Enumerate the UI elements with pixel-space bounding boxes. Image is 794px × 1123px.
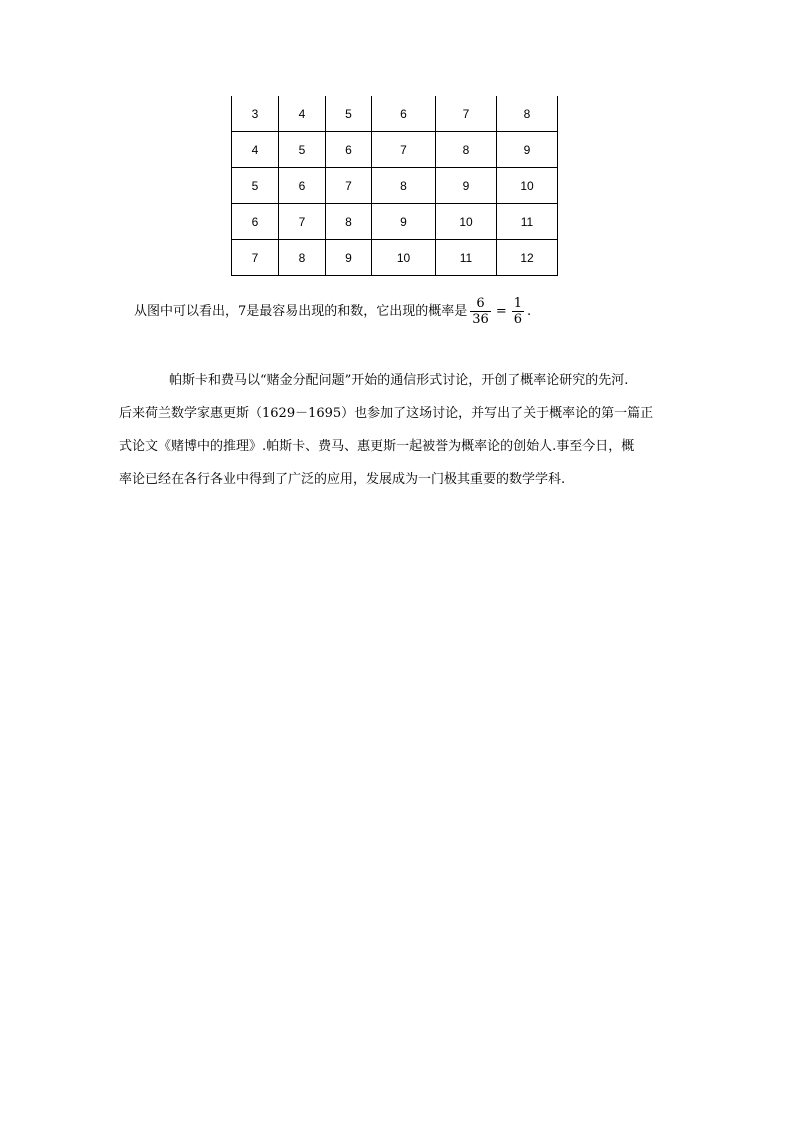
table-cell: 10 (372, 240, 436, 276)
table-row (232, 168, 558, 204)
fraction-six-over-thirty-six (470, 296, 491, 327)
table-row (232, 96, 558, 132)
table-cell: 6 (279, 168, 326, 204)
table-row (232, 132, 558, 168)
table-cell: 8 (372, 168, 436, 204)
table-cell: 6 (372, 96, 436, 132)
paragraph-line: 后来荷兰数学家惠更斯（1629－1695）也参加了这场讨论，并写出了关于概率论的第一篇正 (119, 406, 654, 421)
table-row (232, 204, 558, 240)
table-cell: 6 (326, 132, 372, 168)
table-cell: 5 (326, 96, 372, 132)
table-cell: 7 (326, 168, 372, 204)
table-cell: 5 (232, 168, 279, 204)
table-cell: 7 (232, 240, 279, 276)
table-cell: 10 (436, 204, 497, 240)
fraction-numerator: 1 (513, 296, 523, 311)
fraction-denominator: 36 (472, 312, 489, 327)
table-cell: 8 (497, 96, 558, 132)
table-cell: 10 (497, 168, 558, 204)
paragraph-line: 式论文《赌博中的推理》.帕斯卡、费马、惠更斯一起被誉为概率论的创始人.事至今日，概 (119, 439, 635, 454)
table-cell: 9 (326, 240, 372, 276)
table-cell: 9 (497, 132, 558, 168)
table-cell: 4 (279, 96, 326, 132)
paragraph-line: 帕斯卡和费马以“赌金分配问题”开始的通信形式讨论，开创了概率论研究的先河. (169, 373, 629, 388)
history-paragraph (119, 364, 679, 496)
fraction-numerator: 6 (476, 296, 485, 311)
table-cell: 7 (436, 96, 497, 132)
table-cell: 8 (279, 240, 326, 276)
table-cell: 5 (279, 132, 326, 168)
table-cell: 7 (372, 132, 436, 168)
conclusion-text: 从图中可以看出，7是最容易出现的和数，它出现的概率是 (134, 303, 468, 319)
probability-conclusion (134, 296, 531, 327)
dice-sum-table (231, 96, 558, 276)
table-cell: 4 (232, 132, 279, 168)
conclusion-period: . (527, 303, 532, 319)
table-cell: 7 (279, 204, 326, 240)
table-cell: 11 (497, 204, 558, 240)
fraction-denominator: 6 (513, 312, 523, 327)
equals-sign: = (495, 303, 507, 319)
fraction-one-over-six (512, 296, 524, 327)
table-cell: 8 (326, 204, 372, 240)
table-cell: 8 (436, 132, 497, 168)
paragraph-line: 率论已经在各行各业中得到了广泛的应用，发展成为一门极其重要的数学学科. (119, 472, 566, 487)
table-cell: 12 (497, 240, 558, 276)
table-body (232, 96, 558, 276)
table-cell: 9 (372, 204, 436, 240)
table-cell: 6 (232, 204, 279, 240)
table-cell: 11 (436, 240, 497, 276)
table-row (232, 240, 558, 276)
table-cell: 3 (232, 96, 279, 132)
table-cell: 9 (436, 168, 497, 204)
